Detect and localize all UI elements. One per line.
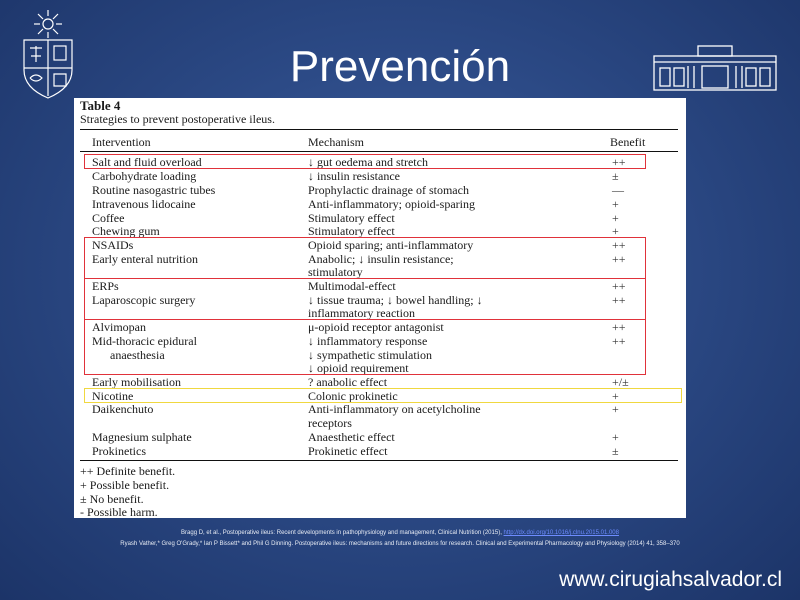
highlight-box-red	[84, 278, 646, 320]
table-row: Early enteral nutrition Anabolic; ↓ insulin resistance; ++	[92, 252, 626, 266]
highlight-box-red	[84, 154, 646, 169]
legend-item: + Possible benefit.	[80, 478, 170, 492]
header-mechanism: Mechanism	[308, 135, 364, 149]
highlight-box-red	[84, 237, 646, 279]
table-row: Laparoscopic surgery ↓ tissue trauma; ↓ bowel handling; ↓ ++	[92, 293, 626, 307]
strategies-table	[74, 98, 686, 518]
table-caption-label: Table 4	[80, 98, 121, 113]
table-row: Salt and fluid overload ↓ gut oedema and stretch ++	[92, 155, 626, 169]
table-row: stimulatory	[308, 265, 363, 279]
table-row: receptors	[308, 416, 352, 430]
table-row: Intravenous lidocaine Anti-inflammatory; opioid-sparing +	[92, 197, 619, 211]
table-row: Prokinetics Prokinetic effect ±	[92, 444, 619, 458]
table-row: Chewing gum Stimulatory effect +	[92, 224, 619, 238]
table-row: ↓ opioid requirement	[308, 361, 409, 375]
table-row: Magnesium sulphate Anaesthetic effect +	[92, 430, 619, 444]
table-row: Nicotine Colonic prokinetic +	[92, 389, 619, 403]
table-row: Routine nasogastric tubes Prophylactic drainage of stomach —	[92, 183, 624, 197]
reference-1	[0, 530, 800, 536]
reference-2: Ryash Vather,* Greg O'Grady,* Ian P Bissett* and Phil G Dinning. Postoperative ileus: mechanisms and future directions for research. Clinical and Experimental Pharmacology and Physiology (2014) 41, 358–370	[120, 541, 680, 547]
table-row: Alvimopan μ-opioid receptor antagonist ++	[92, 320, 626, 334]
table-row: NSAIDs Opioid sparing; anti-inflammatory ++	[92, 238, 626, 252]
table-row: Daikenchuto Anti-inflammatory on acetylcholine +	[92, 402, 619, 416]
website-url[interactable]: www.cirugiahsalvador.cl	[559, 568, 782, 591]
legend-item: ± No benefit.	[80, 492, 144, 506]
table-row: inflammatory reaction	[308, 306, 415, 320]
legend-item: ++ Definite benefit.	[80, 464, 176, 478]
hospital-building-icon	[652, 42, 778, 92]
slide-title: Prevención	[289, 42, 511, 91]
table-row: Carbohydrate loading ↓ insulin resistance ±	[92, 169, 619, 183]
table-caption-text: Strategies to prevent postoperative ileus.	[80, 112, 275, 126]
header-intervention: Intervention	[92, 135, 151, 149]
table-row: Coffee Stimulatory effect +	[92, 211, 619, 225]
table-row: Mid-thoracic epidural ↓ inflammatory response ++	[92, 334, 626, 348]
table-top-rule	[80, 129, 678, 130]
table-row: anaesthesia ↓ sympathetic stimulation	[110, 348, 432, 362]
table-row: Early mobilisation ? anabolic effect +/±	[92, 375, 629, 389]
table-bottom-rule	[80, 460, 678, 461]
highlight-box-yellow	[84, 388, 682, 403]
reference-1-link[interactable]: http://dx.doi.org/10.1016/j.clnu.2015.01.008	[503, 530, 619, 536]
header-benefit: Benefit	[610, 135, 646, 149]
reference-1-text: Bragg D, et al., Postoperative ileus: Recent developments in pathophysiology and management, Clinical Nutrition (2015),	[181, 530, 502, 536]
table-row: ERPs Multimodal-effect ++	[92, 279, 626, 293]
table-header-rule	[80, 151, 678, 152]
highlight-box-red	[84, 319, 646, 375]
legend-item: - Possible harm.	[80, 505, 158, 518]
